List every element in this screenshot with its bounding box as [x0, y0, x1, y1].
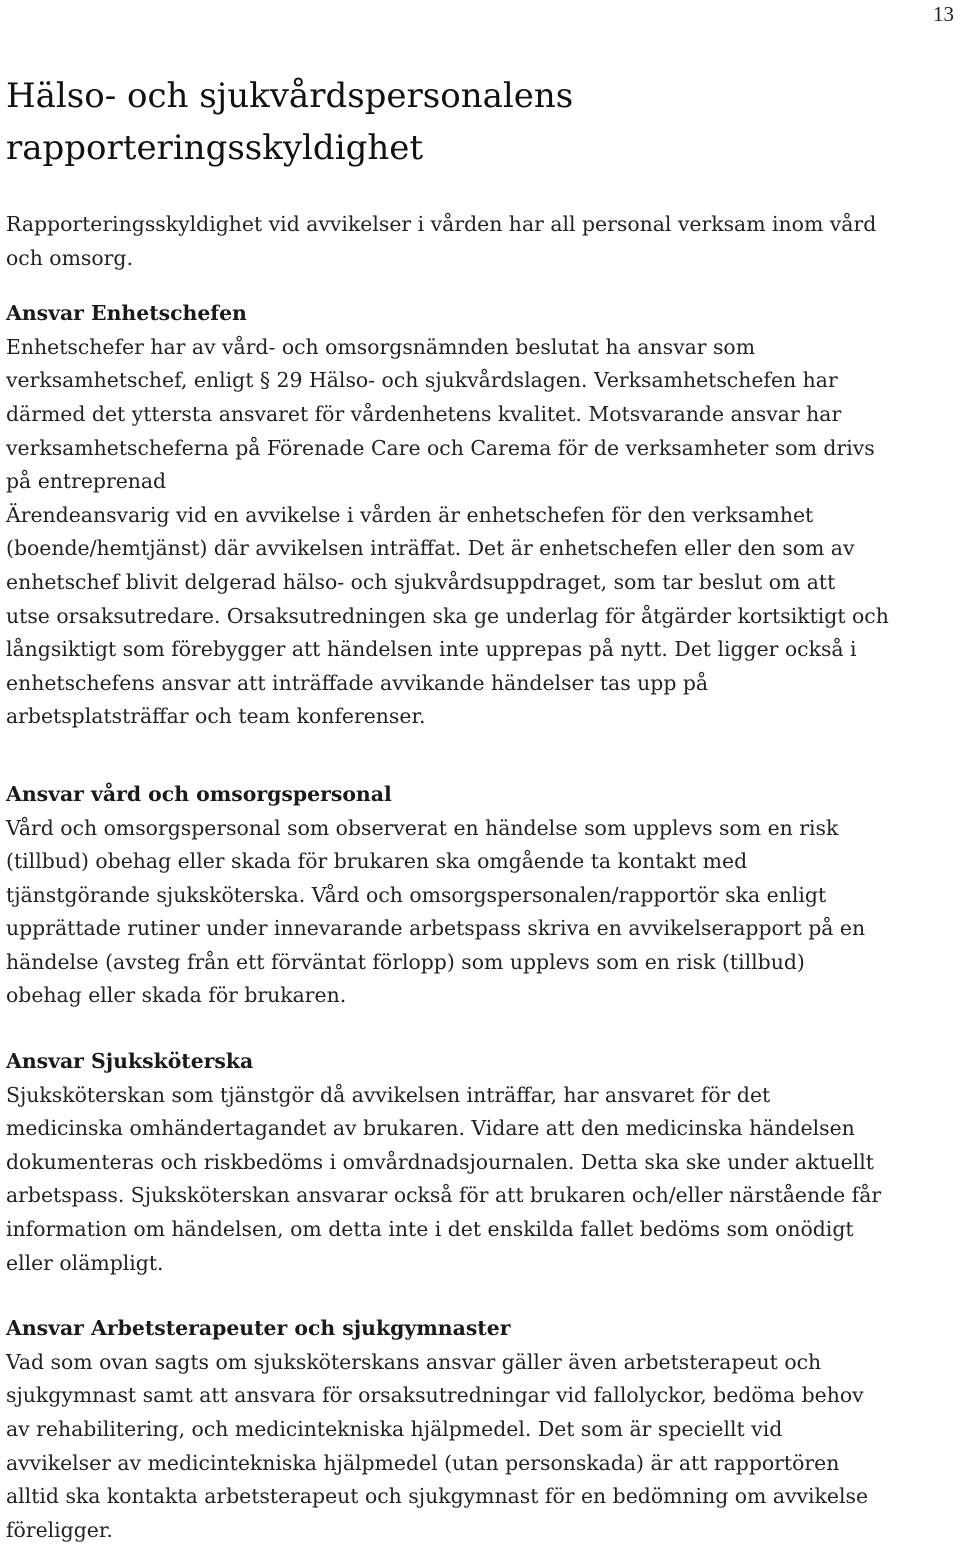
- section-body-arbetsterapeuter: [6, 1346, 958, 1547]
- page-number: 13: [933, 2, 954, 26]
- body-line: enhetschefens ansvar att inträffade avvikande händelser tas upp på: [6, 670, 709, 695]
- body-line: obehag eller skada för brukaren.: [6, 983, 347, 1008]
- body-line: av rehabilitering, och medicintekniska hjälpmedel. Det som är speciellt vid: [6, 1417, 783, 1441]
- body-line: verksamhetschef, enligt § 29 Hälso- och sjukvårdslagen. Verksamhetschefen har: [6, 368, 838, 393]
- body-line: Enhetschefer har av vård- och omsorgsnämnden beslutat ha ansvar som: [6, 334, 756, 359]
- body-line: information om händelsen, om detta inte i det enskilda fallet bedöms som onödigt: [6, 1217, 854, 1242]
- body-line: på entreprenad: [6, 469, 167, 494]
- body-line: tjänstgörande sjuksköterska. Vård och omsorgspersonalen/rapportör ska enligt: [6, 882, 827, 907]
- body-line: Vad som ovan sagts om sjuksköterskans ansvar gäller även arbetsterapeut och: [6, 1349, 822, 1374]
- intro-paragraph: [6, 208, 958, 275]
- body-line: därmed det yttersta ansvaret för vårdenhetens kvalitet. Motsvarande ansvar har: [6, 401, 842, 426]
- body-line: alltid ska kontakta arbetsterapeut och sjukgymnast för en bedömning om avvikelse: [6, 1484, 869, 1509]
- section-enhetschefen: [6, 297, 958, 734]
- body-line: enhetschef blivit delgerad hälso- och sjukvårdsuppdraget, som tar beslut om att: [6, 569, 836, 594]
- body-line: medicinska omhändertagandet av brukaren. Vidare att den medicinska händelsen: [6, 1116, 855, 1141]
- body-line: utse orsaksutredare. Orsaksutredningen ska ge underlag för åtgärder kortsiktigt och: [6, 603, 889, 628]
- body-line: dokumenteras och riskbedöms i omvårdnadsjournalen. Detta ska ske under aktuellt: [6, 1149, 874, 1174]
- body-line: eller olämpligt.: [6, 1250, 164, 1275]
- body-line: långsiktigt som förebygger att händelsen inte upprepas på nytt. Det ligger också i: [6, 637, 857, 662]
- body-line: arbetsplatsträffar och team konferenser.: [6, 704, 426, 729]
- section-vard-omsorg: [6, 778, 958, 1013]
- section-body-enhetschefen: [6, 331, 958, 734]
- section-heading-enhetschefen: Ansvar Enhetschefen: [6, 301, 247, 326]
- body-line: upprättade rutiner under innevarande arbetspass skriva en avvikelserapport på en: [6, 916, 866, 941]
- intro-line: Rapporteringsskyldighet vid avvikelser i vården har all personal verksam inom vård: [6, 212, 877, 236]
- body-line: föreligger.: [6, 1517, 113, 1542]
- body-line: sjukgymnast samt att ansvara för orsaksutredningar vid fallolyckor, bedöma behov: [6, 1383, 864, 1408]
- body-line: verksamhetscheferna på Förenade Care och Carema för de verksamheter som drivs: [6, 435, 875, 460]
- page-title-line: rapporteringsskyldighet: [6, 128, 424, 168]
- body-line: (boende/hemtjänst) där avvikelsen inträffat. Det är enhetschefen eller den som av: [6, 536, 855, 561]
- body-line: Sjuksköterskan som tjänstgör då avvikelsen inträffar, har ansvaret för det: [6, 1082, 771, 1107]
- section-arbetsterapeuter: [6, 1312, 958, 1547]
- section-heading-arbetsterapeuter: Ansvar Arbetsterapeuter och sjukgymnaster: [6, 1316, 511, 1341]
- document-body: [6, 70, 958, 1547]
- section-body-sjukskoterska: [6, 1079, 958, 1281]
- body-line: arbetspass. Sjuksköterskan ansvarar också för att brukaren och/eller närstående får: [6, 1183, 882, 1208]
- page-title-line: Hälso- och sjukvårdspersonalens: [6, 76, 574, 116]
- body-line: Ärendeansvarig vid en avvikelse i vården är enhetschefen för den verksamhet: [6, 502, 814, 527]
- section-heading-vard-omsorg: Ansvar vård och omsorgspersonal: [6, 781, 392, 806]
- section-body-vard-omsorg: [6, 812, 958, 1014]
- body-line: Vård och omsorgspersonal som observerat en händelse som upplevs som en risk: [6, 815, 839, 840]
- intro-line: och omsorg.: [6, 245, 133, 270]
- body-line: (tillbud) obehag eller skada för brukaren ska omgående ta kontakt med: [6, 849, 748, 874]
- section-sjukskoterska: [6, 1045, 958, 1280]
- page-title: [6, 70, 958, 174]
- section-heading-sjukskoterska: Ansvar Sjuksköterska: [6, 1049, 254, 1074]
- body-line: avvikelser av medicintekniska hjälpmedel (utan personskada) är att rapportören: [6, 1450, 840, 1475]
- body-line: händelse (avsteg från ett förväntat förlopp) som upplevs som en risk (tillbud): [6, 949, 805, 974]
